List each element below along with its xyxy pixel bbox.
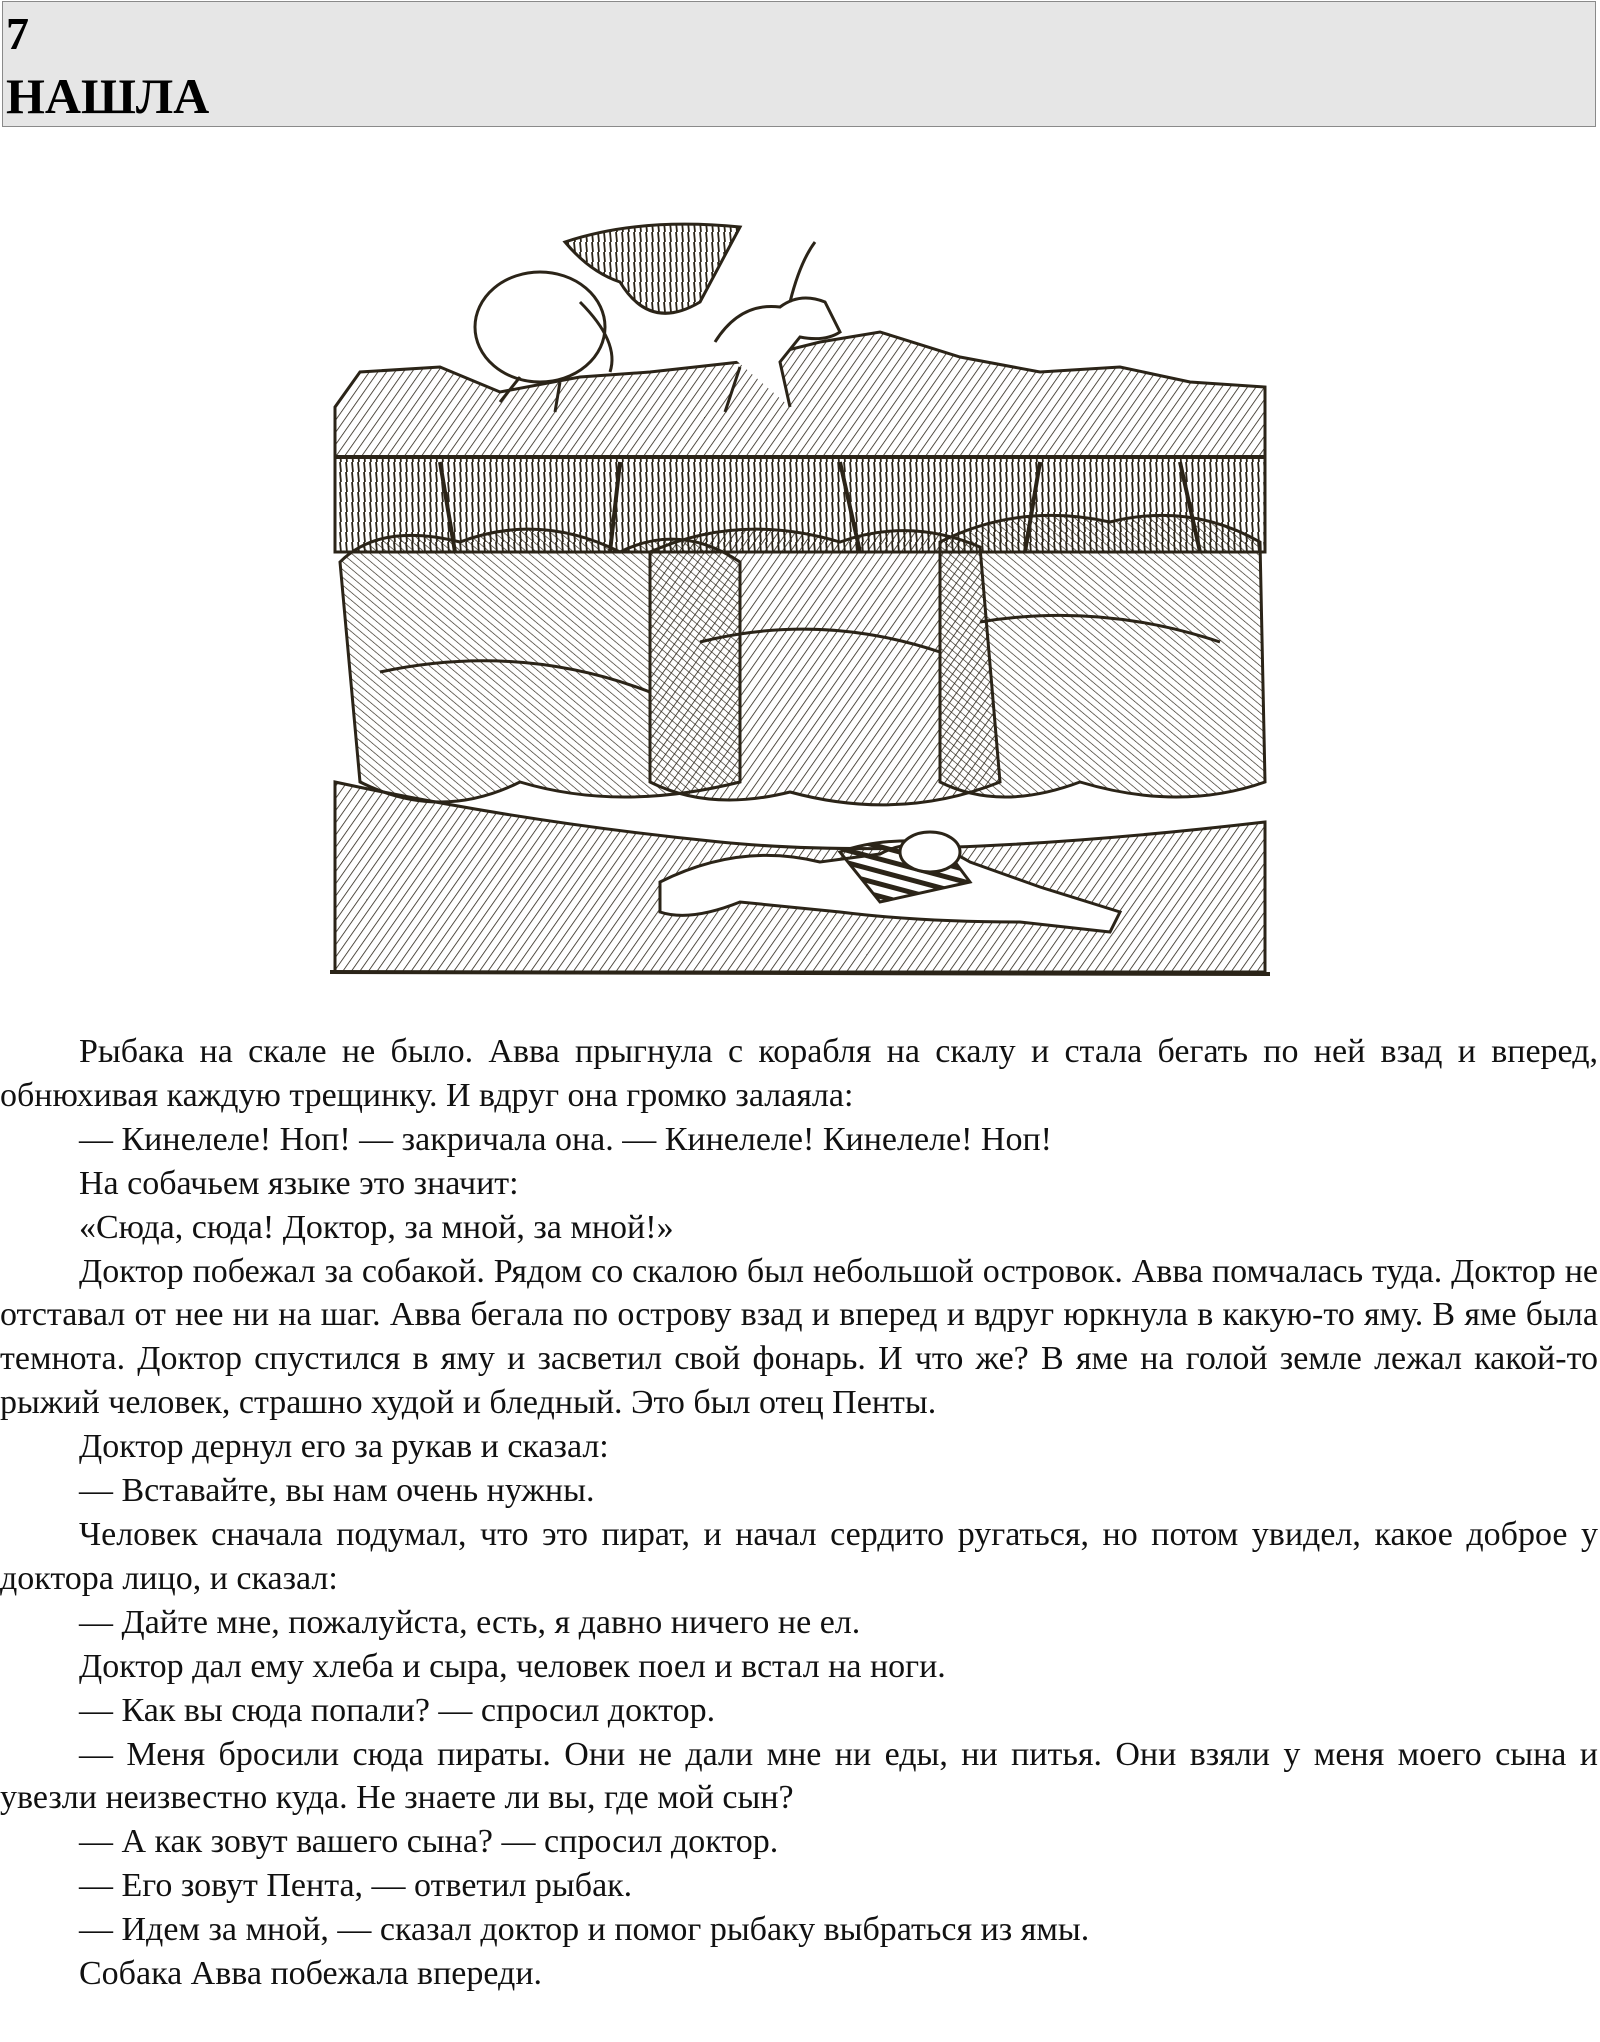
chapter-header: [2, 1, 1596, 127]
paragraph: Рыбака на скале не было. Авва прыгнула с корабля на скалу и стала бегать по ней взад и вперед, обнюхивая каждую трещинку. И вдруг она громко залаяла:: [0, 1033, 1598, 1114]
chapter-illustration: [320, 222, 1270, 982]
paragraph: Человек сначала подумал, что это пират, и начал сердито ругаться, но потом увидел, какое доброе у доктора лицо, и сказал:: [0, 1515, 1598, 1597]
chapter-title: НАШЛА: [6, 68, 210, 124]
paragraph: — А как зовут вашего сына? — спросил доктор.: [79, 1823, 779, 1861]
paragraph: Собака Авва побежала впереди.: [79, 1955, 543, 1993]
paragraph: Доктор дернул его за рукав и сказал:: [79, 1428, 609, 1466]
paragraph: — Меня бросили сюда пираты. Они не дали мне ни еды, ни питья. Они взяли у меня моего сына и увезли неизвестно куда. Не знаете ли вы, где мой сын?: [0, 1735, 1598, 1817]
story-text: [0, 1030, 1598, 1996]
paragraph: «Сюда, сюда! Доктор, за мной, за мной!»: [79, 1208, 674, 1246]
cliff-top: [335, 332, 1265, 457]
paragraph: Доктор дал ему хлеба и сыра, человек поел и встал на ноги.: [79, 1647, 946, 1685]
paragraph: — Кинелеле! Ноп! — закричала она. — Кинелеле! Кинелеле! Ноп!: [79, 1120, 1053, 1158]
illustration-drawing: [320, 222, 1270, 982]
paragraph: — Дайте мне, пожалуйста, есть, я давно ничего не ел.: [79, 1603, 861, 1641]
bushes: [340, 515, 1265, 805]
paragraph: — Идем за мной, — сказал доктор и помог рыбаку выбраться из ямы.: [79, 1911, 1090, 1949]
paragraph: — Вставайте, вы нам очень нужны.: [79, 1472, 595, 1510]
paragraph: — Как вы сюда попали? — спросил доктор.: [79, 1691, 716, 1729]
paragraph: На собачьем языке это значит:: [79, 1164, 519, 1202]
chapter-number: 7: [6, 8, 29, 59]
paragraph: Доктор побежал за собакой. Рядом со скалою был небольшой островок. Авва помчалась туда. Доктор не отставал от нее ни на шаг. Авва бегала по острову взад и вперед и вдруг юркнула в какую-то яму. В яме была темнота. Доктор спустился в яму и засветил свой фонарь. И что же? В яме на голой земле лежал какой-то рыжий человек, страшно худой и бледный. Это был отец Пенты.: [0, 1252, 1598, 1422]
paragraph: — Его зовут Пента, — ответил рыбак.: [79, 1867, 633, 1905]
